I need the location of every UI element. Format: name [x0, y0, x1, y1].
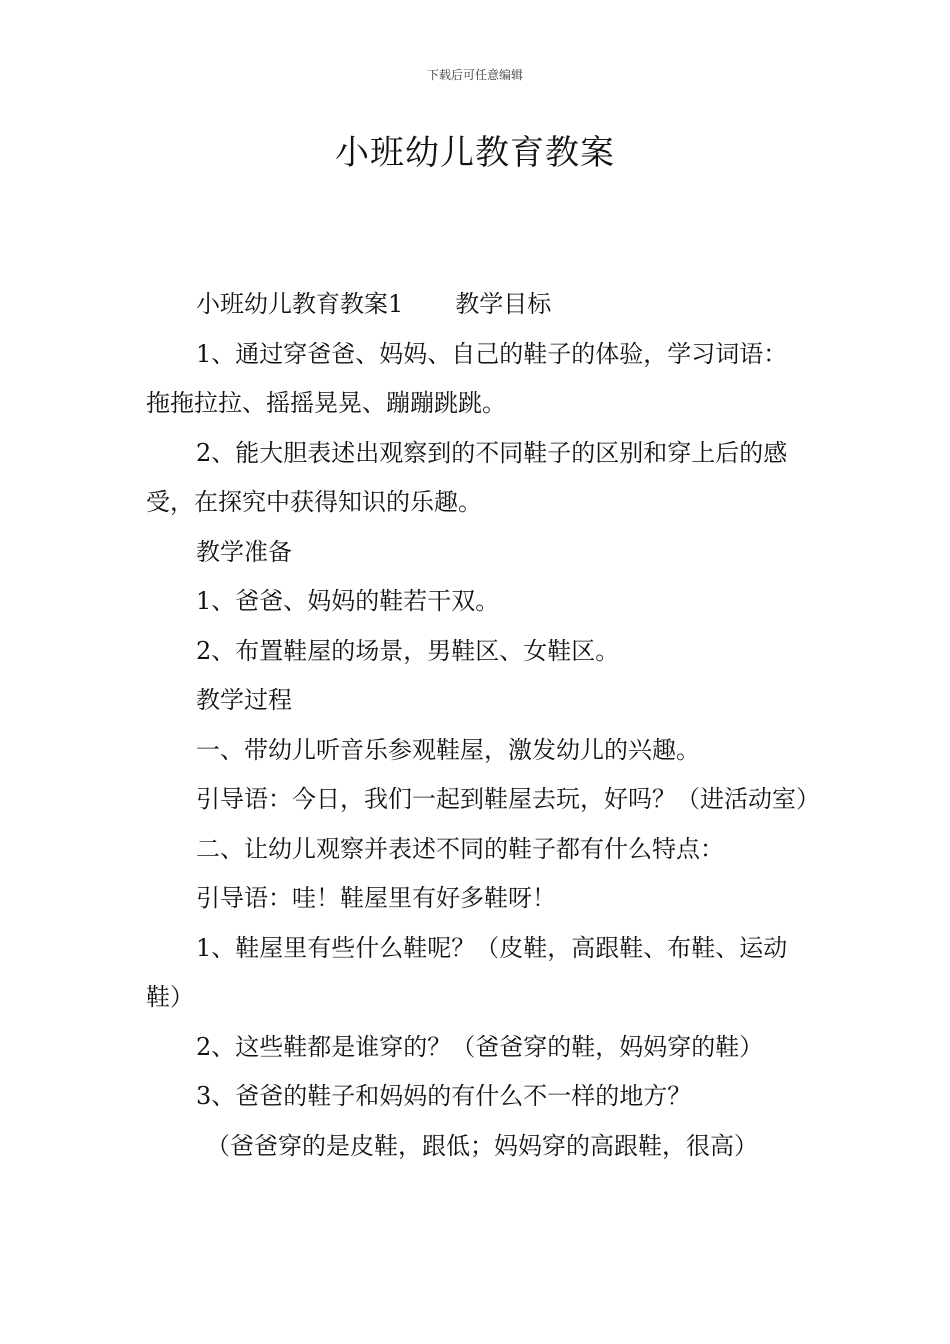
section-heading: 小班幼儿教育教案1: [196, 290, 404, 318]
paragraph-guide-1: 引导语：今日，我们一起到鞋屋去玩，好吗？（进活动室）: [196, 785, 820, 813]
heading-process: 教学过程: [196, 686, 292, 714]
paragraph-process-1: 一、带幼儿听音乐参观鞋屋，激发幼儿的兴趣。: [196, 735, 700, 764]
paragraph-answer-3: （爸爸穿的是皮鞋，跟低；妈妈穿的高跟鞋，很高）: [206, 1131, 758, 1160]
paragraph-preparation-1: 1、爸爸、妈妈的鞋若干双。: [196, 587, 500, 615]
section-heading-line: [146, 280, 810, 330]
header-note: 下载后可任意编辑: [426, 68, 523, 82]
paragraph-objective-2: 2、能大胆表述出观察到的不同鞋子的区别和穿上后的感受，在探究中获得知识的乐趣。: [146, 438, 788, 516]
section-subheading: 教学目标: [455, 290, 552, 318]
paragraph-question-2: 2、这些鞋都是谁穿的？（爸爸穿的鞋，妈妈穿的鞋）: [196, 1032, 764, 1061]
document-title: 小班幼儿教育教案: [335, 133, 615, 173]
paragraph-objective-1: 1、通过穿爸爸、妈妈、自己的鞋子的体验，学习词语：拖拖拉拉、摇摇晃晃、蹦蹦跳跳。: [146, 339, 788, 417]
paragraph-process-2: 二、让幼儿观察并表述不同的鞋子都有什么特点：: [196, 834, 724, 863]
document-body: [146, 280, 820, 1171]
paragraph-preparation-2: 2、布置鞋屋的场景，男鞋区、女鞋区。: [196, 636, 620, 665]
paragraph-question-3: 3、爸爸的鞋子和妈妈的有什么不一样的地方？: [196, 1082, 692, 1110]
paragraph-guide-2: 引导语：哇！鞋屋里有好多鞋呀！: [196, 884, 556, 912]
paragraph-question-1: 1、鞋屋里有些什么鞋呢？（皮鞋，高跟鞋、布鞋、运动鞋）: [146, 933, 788, 1011]
heading-preparation: 教学准备: [196, 537, 292, 566]
